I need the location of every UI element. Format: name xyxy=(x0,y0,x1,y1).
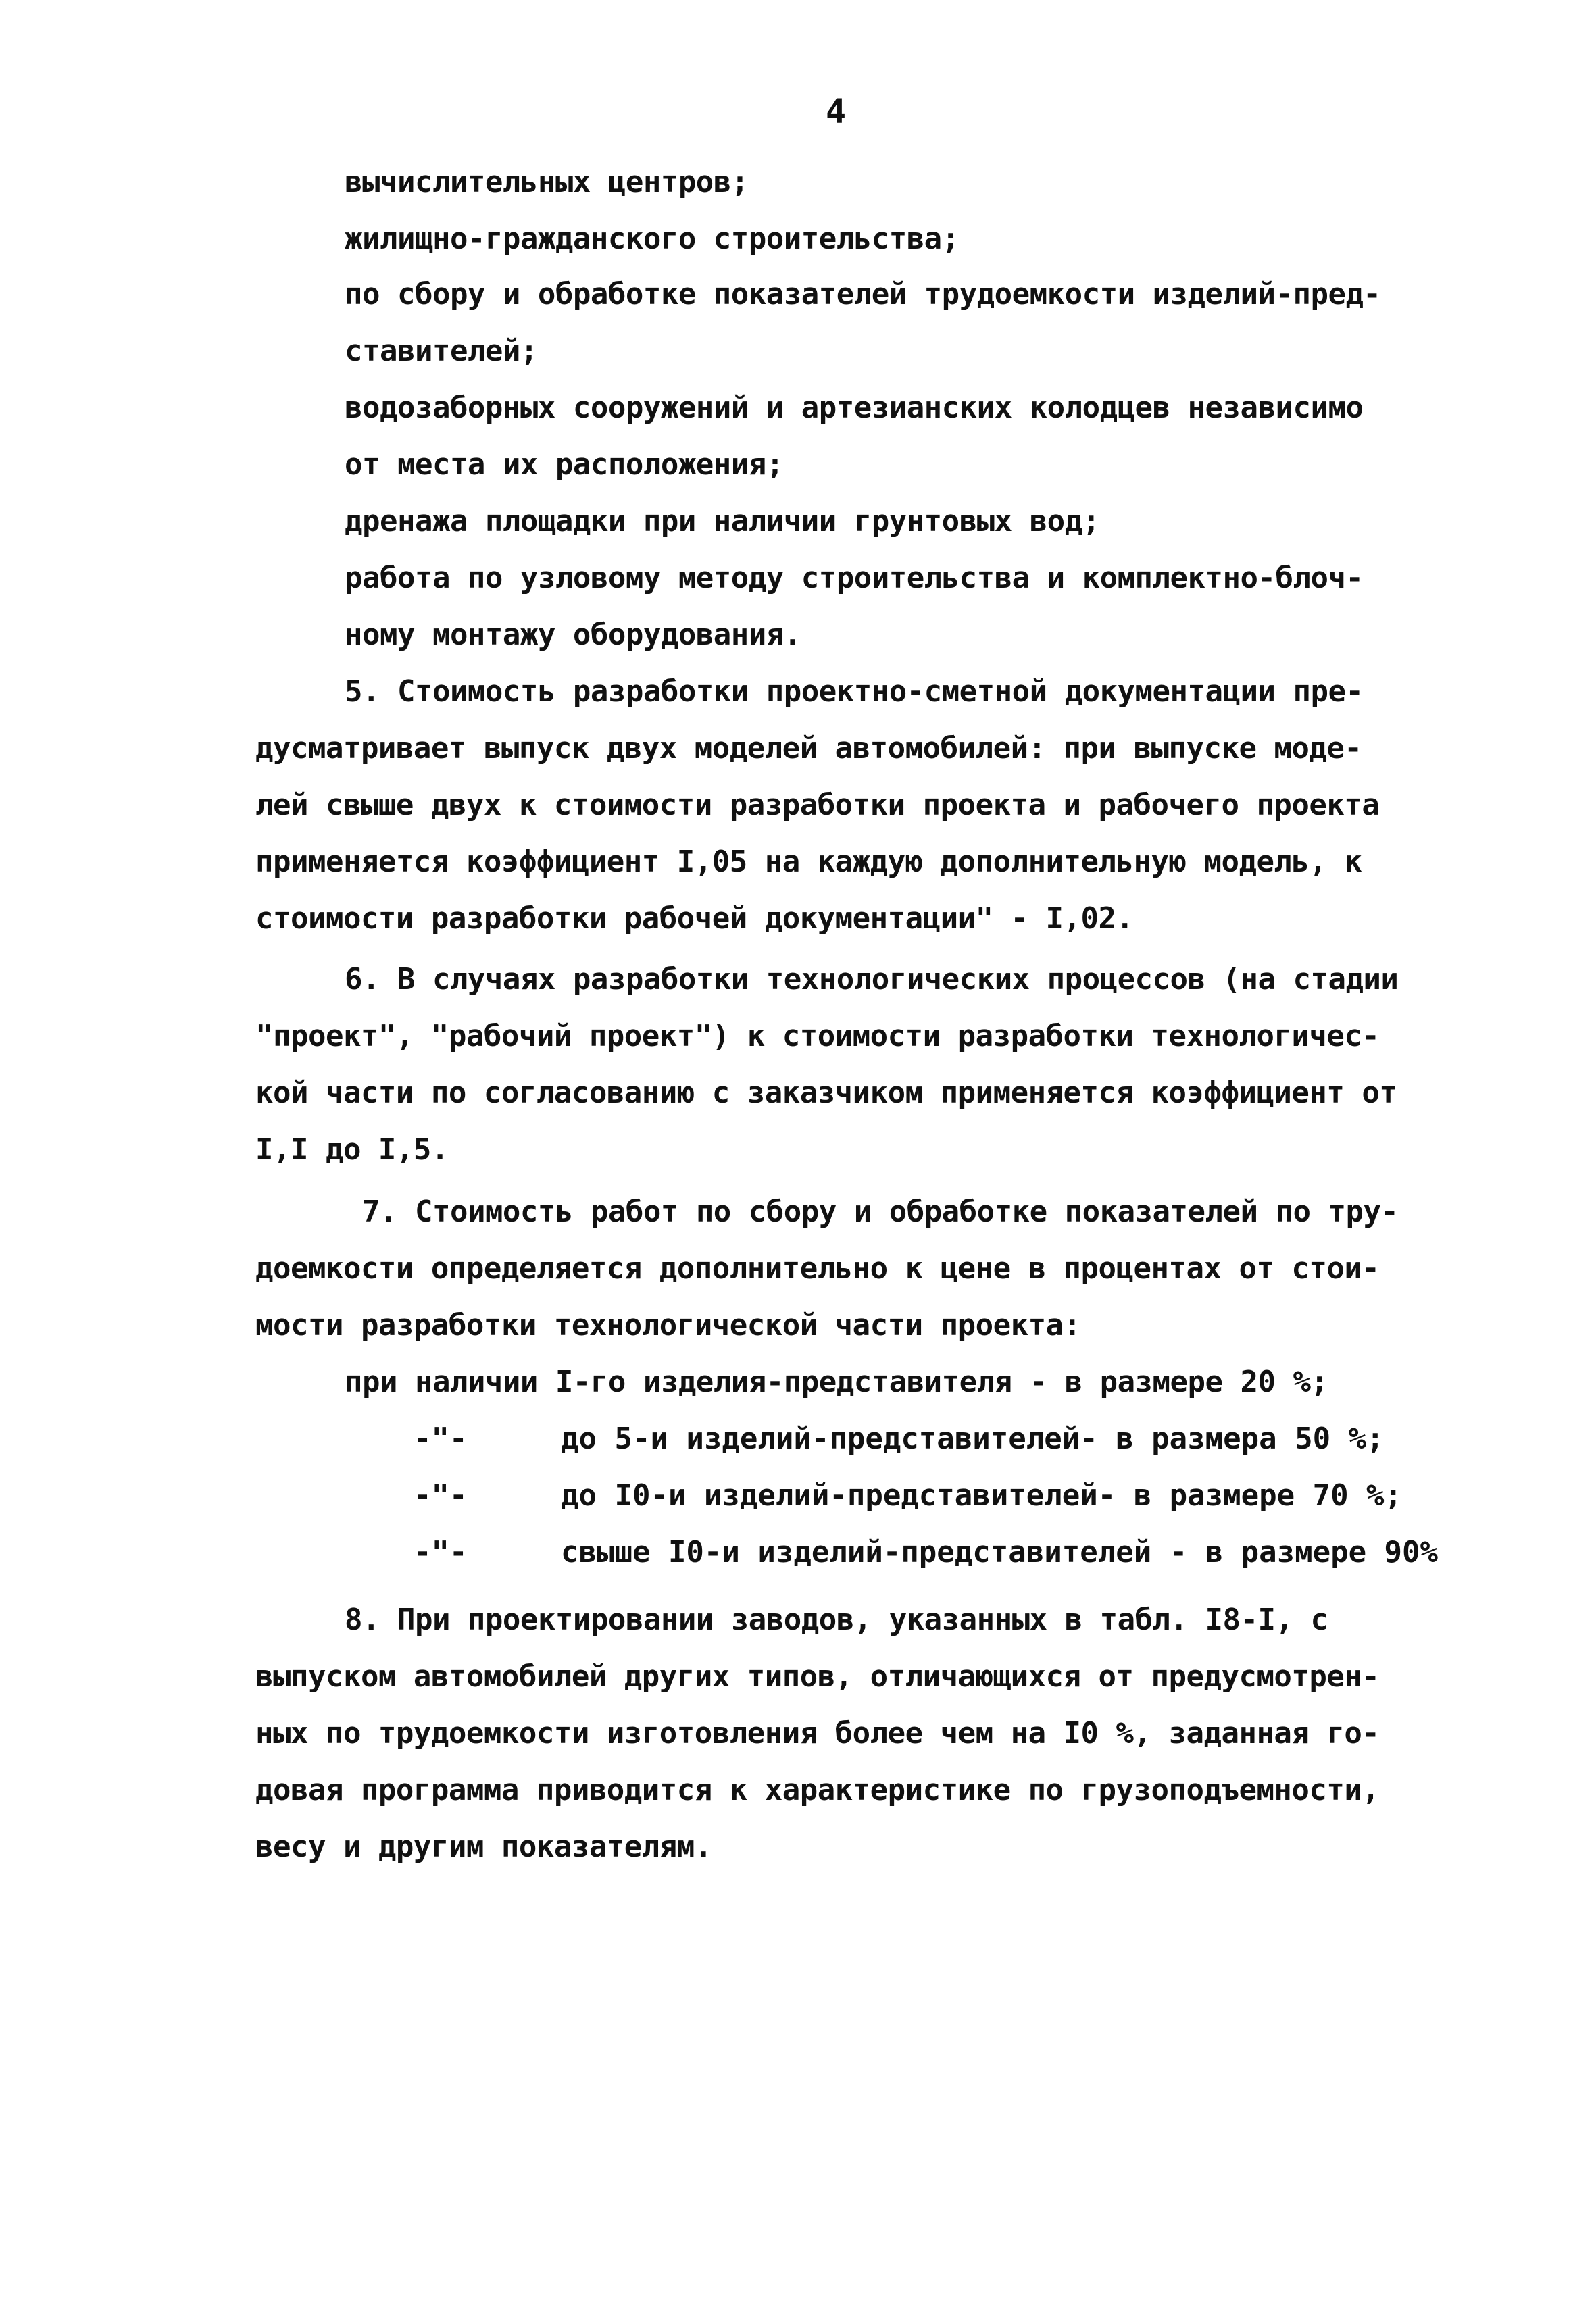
ditto-mark: -"- xyxy=(414,1535,468,1569)
paragraph-6-line: "проект", "рабочий проект") к стоимости разработки технологичес- xyxy=(255,1019,1380,1053)
rate-line: до 5-и изделий-представителей- в размера 50 %; xyxy=(561,1422,1385,1456)
paragraph-8-line: выпуском автомобилей других типов, отличающихся от предусмотрен- xyxy=(255,1659,1380,1694)
paragraph-5-line: применяется коэффициент I,05 на каждую дополнительную модель, к xyxy=(255,845,1362,879)
rate-line-first: при наличии I-го изделия-представителя - в размере 20 %; xyxy=(345,1365,1328,1399)
paragraph-7-line: доемкости определяется дополнительно к цене в процентах от стои- xyxy=(255,1251,1380,1286)
paragraph-7-line: мости разработки технологической части проекта: xyxy=(255,1308,1081,1342)
list-item: по сбору и обработке показателей трудоемкости изделий-пред- xyxy=(345,277,1381,311)
paragraph-8-line: довая программа приводится к характеристике по грузоподъемности, xyxy=(255,1773,1380,1807)
paragraph-6-line: кой части по согласованию с заказчиком применяется коэффициент от xyxy=(255,1076,1397,1110)
rate-line: до I0-и изделий-представителей- в размере 70 %; xyxy=(561,1478,1403,1513)
paragraph-5-line: дусматривает выпуск двух моделей автомобилей: при выпуске моде- xyxy=(255,731,1362,765)
page-number: 4 xyxy=(826,92,847,131)
list-item: дренажа площадки при наличии грунтовых вод; xyxy=(345,504,1100,538)
paragraph-8-line: 8. При проектировании заводов, указанных в табл. I8-I, с xyxy=(345,1603,1328,1637)
rate-line: свыше I0-и изделий-представителей - в размере 90% xyxy=(561,1535,1439,1569)
list-item: от места их расположения; xyxy=(345,447,784,482)
paragraph-7-line: 7. Стоимость работ по сбору и обработке показателей по тру- xyxy=(362,1194,1399,1229)
list-item: жилищно-гражданского строительства; xyxy=(345,222,959,256)
list-item: ставителей; xyxy=(345,334,538,368)
paragraph-5-line: лей свыше двух к стоимости разработки проекта и рабочего проекта xyxy=(255,788,1380,822)
list-item: вычислительных центров; xyxy=(345,165,749,199)
paragraph-6-line: I,I до I,5. xyxy=(255,1132,449,1167)
paragraph-8-line: ных по трудоемкости изготовления более чем на I0 %, заданная го- xyxy=(255,1716,1380,1751)
paragraph-6-line: 6. В случаях разработки технологических процессов (на стадии xyxy=(345,962,1399,997)
paragraph-5-line: стоимости разработки рабочей документации" - I,02. xyxy=(255,901,1134,936)
ditto-mark: -"- xyxy=(414,1478,468,1513)
ditto-mark: -"- xyxy=(414,1422,468,1456)
paragraph-5-line: 5. Стоимость разработки проектно-сметной документации пре- xyxy=(345,674,1364,709)
list-item: ному монтажу оборудования. xyxy=(345,618,801,652)
list-item: работа по узловому методу строительства и комплектно-блоч- xyxy=(345,561,1364,595)
list-item: водозаборных сооружений и артезианских колодцев независимо xyxy=(345,391,1364,425)
paragraph-8-line: весу и другим показателям. xyxy=(255,1830,712,1864)
